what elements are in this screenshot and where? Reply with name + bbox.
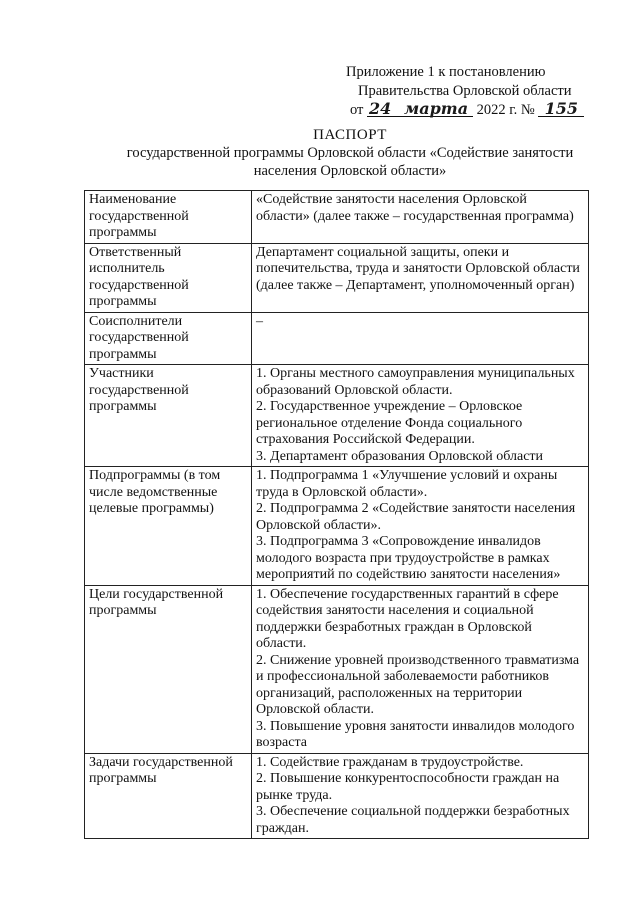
row-value-line: 3. Подпрограмма 3 «Сопровождение инвалидов молодого возраста при трудоустройстве в рамках мероприятий по содействию занятости населения»	[256, 534, 561, 582]
row-value-line: 2. Государственное учреждение – Орловское региональное отделение Фонда социального страхования Российской Федерации.	[256, 399, 523, 447]
row-value-line: 2. Повышение конкурентоспособности граждан на рынке труда.	[256, 771, 560, 803]
document-subtitle-line-1: государственной программы Орловской области «Содействие занятости	[126, 145, 574, 161]
handwritten-day: 24	[367, 101, 399, 117]
document-title-block	[60, 126, 640, 180]
appendix-year: 2022 г. №	[476, 102, 535, 118]
row-value-line: 3. Обеспечение социальной поддержки безработных граждан.	[256, 804, 570, 836]
passport-table	[84, 190, 589, 839]
row-value	[252, 467, 589, 586]
row-value-line: 2. Подпрограмма 2 «Содействие занятости населения Орловской области».	[256, 501, 576, 533]
table-row	[85, 312, 589, 365]
row-value	[252, 312, 589, 365]
row-label: Ответственный исполнитель государственной программы	[85, 243, 252, 312]
row-label: Подпрограммы (в том числе ведомственные целевые программы)	[85, 467, 252, 586]
row-value-line: 2. Снижение уровней производственного травматизма и профессиональной заболеваемости работников организаций, расположенных на территории Орловской области.	[256, 652, 580, 717]
row-value	[252, 191, 589, 244]
row-value-line: 1. Подпрограмма 1 «Улучшение условий и охраны труда в Орловской области».	[256, 468, 558, 500]
row-value-line: 3. Повышение уровня занятости инвалидов молодого возраста	[256, 718, 575, 750]
row-value	[252, 365, 589, 467]
document-subtitle-line-2: населения Орловской области»	[253, 163, 447, 179]
row-value-line: «Содействие занятости населения Орловской области» (далее также – государственная программа)	[256, 192, 574, 224]
appendix-note	[346, 63, 636, 120]
row-label: Соисполнители государственной программы	[85, 312, 252, 365]
row-value-line: 1. Органы местного самоуправления муниципальных образований Орловской области.	[256, 366, 575, 398]
row-value-line: 3. Департамент образования Орловской области	[256, 448, 544, 464]
document-title: ПАСПОРТ	[313, 127, 387, 143]
appendix-line-1: Приложение 1 к постановлению	[346, 64, 546, 80]
table-row	[85, 365, 589, 467]
row-value-line: Департамент социальной защиты, опеки и попечительства, труда и занятости Орловской области (далее также – Департамент, уполномоченный орган)	[256, 244, 580, 293]
row-value-line: 1. Содействие гражданам в трудоустройстве.	[256, 754, 524, 770]
row-value	[252, 753, 589, 839]
row-label: Участники государственной программы	[85, 365, 252, 467]
row-value-line: 1. Обеспечение государственных гарантий в сфере содействия занятости населения и социальной поддержки безработных граждан в Орловской области.	[256, 586, 559, 651]
table-row	[85, 753, 589, 839]
row-label: Задачи государственной программы	[85, 753, 252, 839]
table-row	[85, 191, 589, 244]
handwritten-month: марта	[399, 101, 473, 117]
row-value-line: –	[256, 313, 263, 329]
table-row	[85, 467, 589, 586]
appendix-prefix: от	[350, 102, 364, 118]
handwritten-number: 155	[538, 101, 584, 117]
row-value	[252, 585, 589, 753]
row-label: Цели государственной программы	[85, 585, 252, 753]
row-value	[252, 243, 589, 312]
table-row	[85, 585, 589, 753]
appendix-line-2: Правительства Орловской области	[358, 83, 572, 99]
table-row	[85, 243, 589, 312]
appendix-line-3	[346, 101, 636, 120]
row-label: Наименование государственной программы	[85, 191, 252, 244]
